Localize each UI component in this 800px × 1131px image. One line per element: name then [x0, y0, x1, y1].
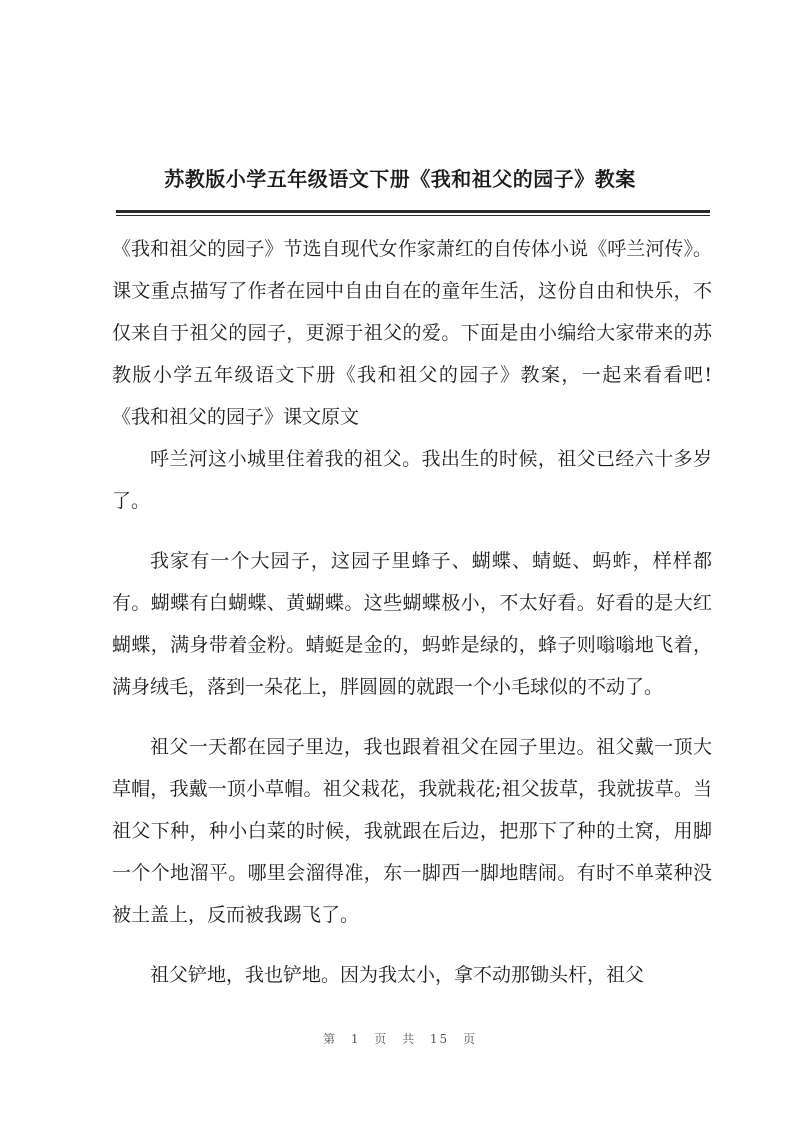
body-paragraph-1: 呼兰河这小城里住着我的祖父。我出生的时候，祖父已经六十多岁了。	[112, 448, 712, 512]
title-divider	[116, 210, 710, 213]
page-footer: 第 1 页 共 15 页	[323, 1032, 477, 1046]
page-title: 苏教版小学五年级语文下册《我和祖父的园子》教案	[164, 167, 636, 191]
body-paragraph-3: 祖父一天都在园子里边，我也跟着祖父在园子里边。祖父戴一顶大草帽，我戴一顶小草帽。祖父栽花，我就栽花;祖父拔草，我就拔草。当祖父下种，种小白菜的时候，我就跟在后边，把那下了种的土窝，用脚一个个地溜平。哪里会溜得准，东一脚西一脚地瞎闹。有时不单菜种没被土盖上，反而被我踢飞了。	[112, 736, 712, 926]
title-divider-thin	[116, 215, 710, 216]
body-paragraph-4: 祖父铲地，我也铲地。因为我太小，拿不动那锄头杆，祖父	[150, 964, 645, 986]
body-paragraph-2: 我家有一个大园子，这园子里蜂子、蝴蝶、蜻蜓、蚂蚱，样样都有。蝴蝶有白蝴蝶、黄蝴蝶。这些蝴蝶极小，不太好看。好看的是大红蝴蝶，满身带着金粉。蜻蜓是金的，蚂蚱是绿的，蜂子则嗡嗡地飞着，满身绒毛，落到一朵花上，胖圆圆的就跟一个小毛球似的不动了。	[112, 550, 712, 698]
document-body	[112, 228, 751, 996]
intro-paragraph: 《我和祖父的园子》节选自现代女作家萧红的自传体小说《呼兰河传》。课文重点描写了作者在园中自由自在的童年生活，这份自由和快乐，不仅来自于祖父的园子，更源于祖父的爱。下面是由小编给大家带来的苏教版小学五年级语文下册《我和祖父的园子》教案，一起来看看吧! 《我和祖父的园子》课文原文	[112, 238, 751, 428]
